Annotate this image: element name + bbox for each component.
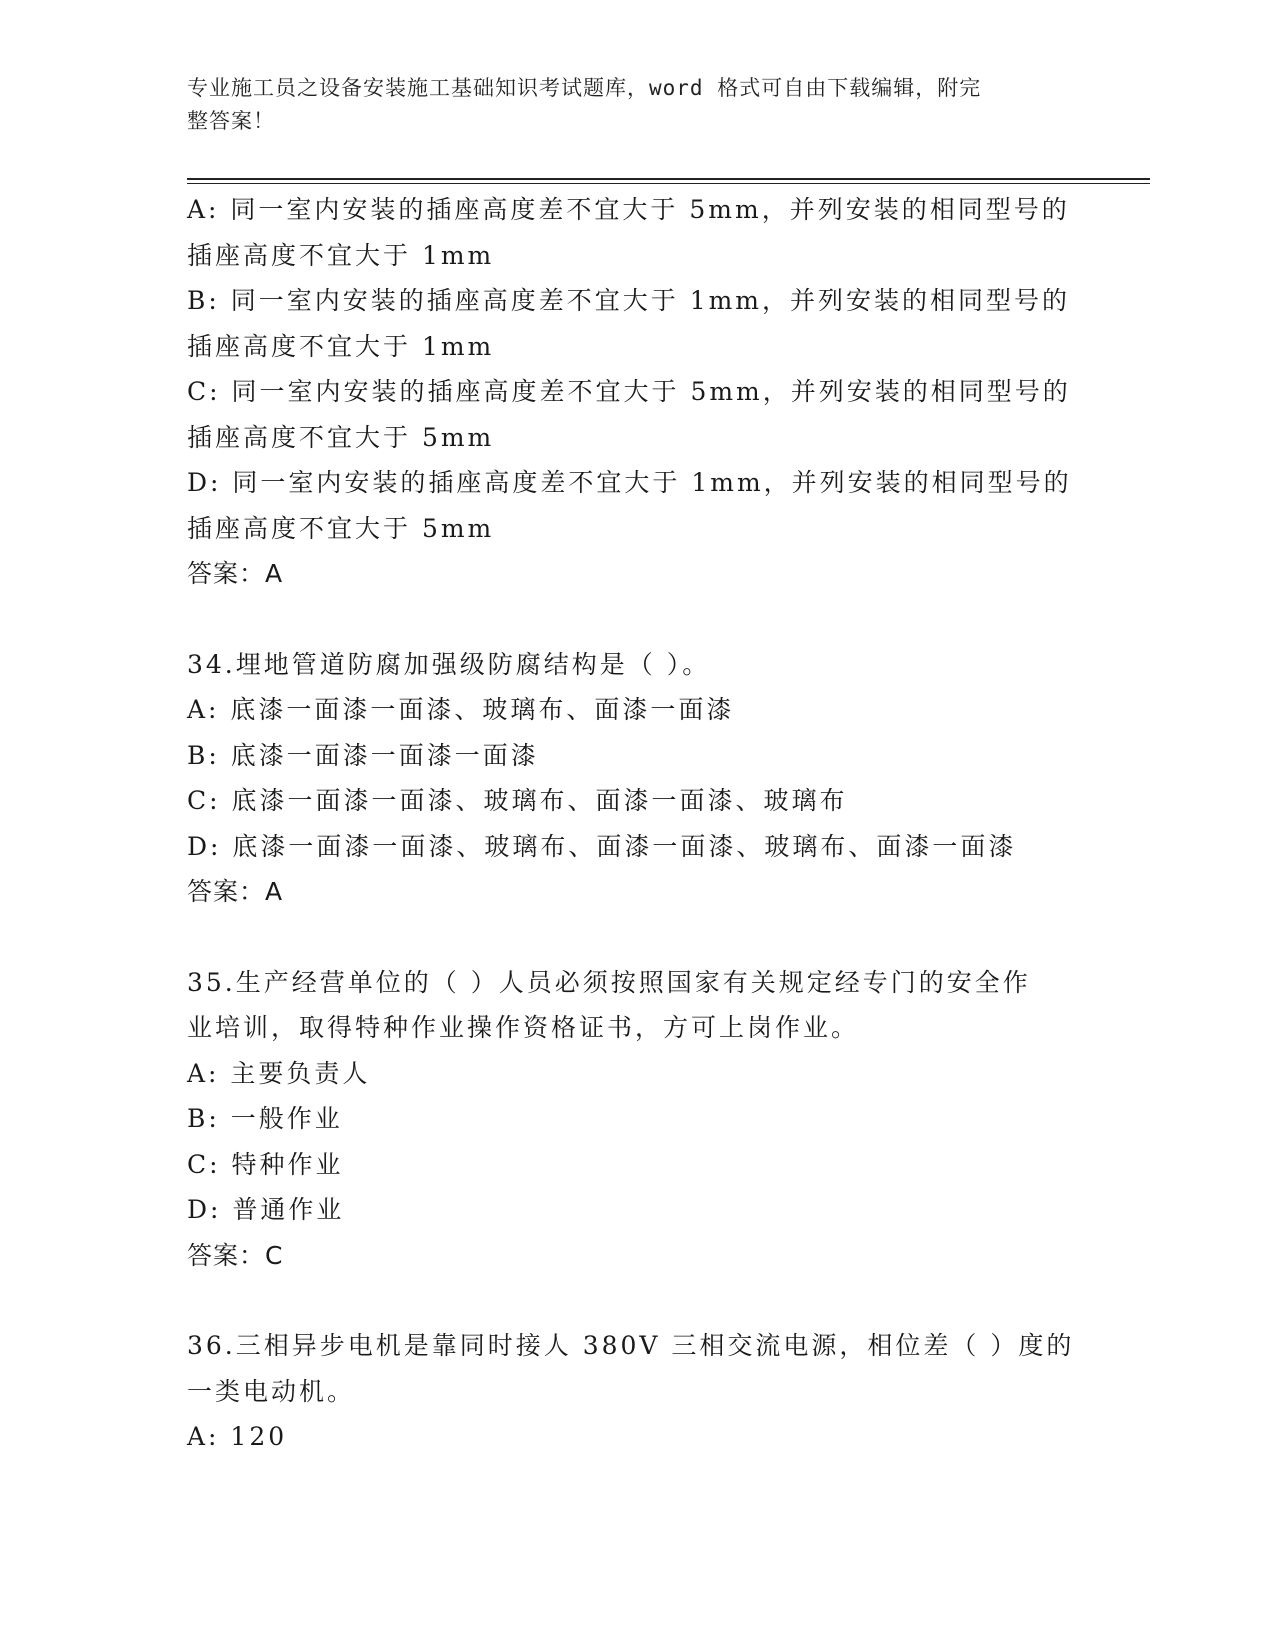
question-35 — [187, 960, 1067, 1279]
option-b-line-2: 插座高度不宜大于 1mm — [187, 331, 495, 361]
question-36 — [187, 1323, 1075, 1460]
header-rule-thick — [187, 178, 1150, 180]
option-c-line-2: 插座高度不宜大于 5mm — [187, 422, 495, 452]
option-c-line-1: C: 同一室内安装的插座高度差不宜大于 5mm，并列安装的相同型号的 — [187, 377, 1071, 406]
question-35-option-a: A: 主要负责人 — [187, 1058, 371, 1088]
question-36-stem-line-1: 36.三相异步电机是靠同时接人 380V 三相交流电源，相位差（ ）度的 — [187, 1331, 1075, 1360]
option-a-line-1: A: 同一室内安装的插座高度差不宜大于 5mm，并列安装的相同型号的 — [187, 195, 1070, 224]
option-d-line-1: D: 同一室内安装的插座高度差不宜大于 1mm，并列安装的相同型号的 — [187, 468, 1072, 497]
spacer — [187, 597, 1067, 642]
question-34-option-a: A: 底漆一面漆一面漆、玻璃布、面漆一面漆 — [187, 695, 735, 724]
question-35-stem-line-2: 业培训，取得特种作业操作资格证书，方可上岗作业。 — [187, 1013, 860, 1042]
question-35-option-b: B: 一般作业 — [187, 1104, 343, 1133]
question-34-stem: 34.埋地管道防腐加强级防腐结构是（ ）。 — [187, 649, 711, 679]
question-content — [187, 187, 1075, 1460]
question-36-stem-line-2: 一类电动机。 — [187, 1376, 356, 1406]
header-line-1: 专业施工员之设备安装施工基础知识考试题库，word 格式可自由下载编辑，附完 — [187, 76, 982, 100]
question-34-option-c: C: 底漆一面漆一面漆、玻璃布、面漆一面漆、玻璃布 — [187, 786, 848, 815]
option-d-line-2: 插座高度不宜大于 5mm — [187, 513, 495, 543]
header-line-2: 整答案！ — [187, 109, 275, 133]
question-33-answer: 答案：A — [187, 559, 284, 588]
header-rule-thin — [187, 183, 1150, 184]
question-35-stem-line-1: 35.生产经营单位的（ ）人员必须按照国家有关规定经专门的安全作 — [187, 967, 1031, 997]
question-36-option-a: A: 120 — [187, 1422, 288, 1451]
question-34 — [187, 642, 1067, 915]
option-a-line-2: 插座高度不宜大于 1mm — [187, 240, 495, 270]
document-header — [187, 72, 1067, 138]
question-35-option-d: D: 普通作业 — [187, 1195, 345, 1224]
question-35-option-c: C: 特种作业 — [187, 1149, 344, 1179]
spacer — [187, 915, 1067, 960]
question-33-options — [187, 187, 1072, 597]
question-34-option-d: D: 底漆一面漆一面漆、玻璃布、面漆一面漆、玻璃布、面漆一面漆 — [187, 831, 1017, 861]
question-35-answer: 答案：C — [187, 1240, 284, 1270]
spacer — [187, 1278, 1067, 1323]
question-34-option-b: B: 底漆一面漆一面漆一面漆 — [187, 740, 539, 770]
question-34-answer: 答案：A — [187, 877, 284, 906]
option-b-line-1: B: 同一室内安装的插座高度差不宜大于 1mm，并列安装的相同型号的 — [187, 286, 1071, 315]
